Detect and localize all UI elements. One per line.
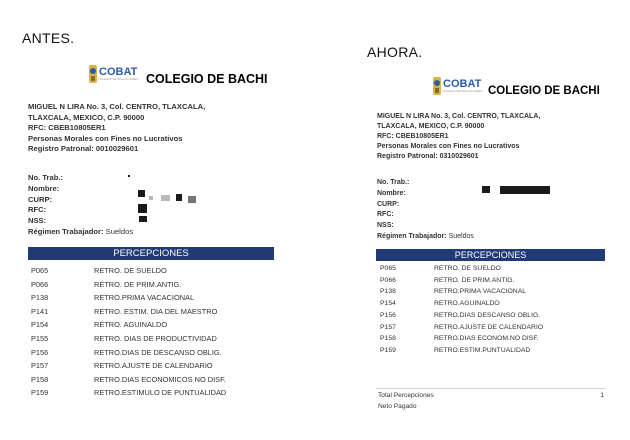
table-row: [31, 318, 226, 332]
address-line: Registro Patronal: 0010029601: [28, 144, 139, 153]
table-row: [31, 386, 226, 400]
redaction-mark: [139, 216, 147, 222]
row-code: P155: [31, 333, 49, 343]
address-line: Personas Morales con Fines no Lucrativos: [377, 143, 520, 150]
table-row: [31, 346, 226, 360]
row-code: P066: [380, 276, 396, 284]
table-row: [380, 275, 543, 287]
redaction-mark: [176, 194, 182, 201]
row-code: P157: [380, 323, 396, 331]
field-regimen: [28, 227, 133, 238]
table-row: [380, 263, 543, 275]
row-code: P156: [380, 311, 396, 319]
table-row: [31, 359, 226, 373]
row-code: P154: [31, 320, 49, 330]
regimen-label: Régimen Trabajador:: [28, 226, 104, 236]
logo-subtext: COLEGIO DE BACHILLERES: [98, 77, 139, 81]
field-curp: CURP:: [377, 200, 400, 208]
row-description: RETRO.PRIMA VACACIONAL: [94, 293, 195, 303]
percepciones-table: [31, 264, 226, 400]
caption-before: ANTES.: [22, 30, 75, 46]
redaction-mark: [138, 190, 145, 197]
row-description: RETRO.DIAS DE DESCANSO OBLIG.: [94, 347, 222, 357]
regimen-value: Sueldos: [448, 232, 474, 240]
regimen-value: Sueldos: [105, 226, 134, 236]
table-row: [380, 345, 543, 357]
row-description: RETRO. AGUINALDO: [94, 320, 168, 330]
redaction-mark: [149, 196, 153, 200]
field-regimen: [377, 232, 474, 243]
row-code: P154: [380, 300, 396, 308]
row-description: RETRO.ESTIM.PUNTUALIDAD: [434, 346, 531, 354]
row-code: P141: [31, 306, 49, 316]
row-description: RETRO. DIAS DE PRODUCTIVIDAD: [94, 333, 217, 343]
field-curp: CURP:: [28, 194, 53, 204]
row-description: RETRO.AJUSTE DE CALENDARIO: [434, 323, 544, 331]
address-line: RFC: CBEB10805ER1: [377, 133, 449, 140]
row-description: RETRO.AGUINALDO: [434, 300, 500, 308]
row-description: RETRO. DE SUELDO: [434, 265, 501, 272]
redaction-mark: [188, 196, 196, 203]
table-row: [380, 322, 543, 334]
payslip-after: [370, 72, 612, 438]
row-code: P159: [380, 346, 396, 354]
document-title: COLEGIO DE BACHI: [146, 72, 268, 86]
table-row: [31, 332, 226, 346]
logo-text: COBAT: [99, 66, 138, 78]
payslip-before: [18, 55, 280, 435]
employee-fields: [28, 173, 133, 238]
address-line: MIGUEL N LIRA No. 3, Col. CENTRO, TLAXCALA,: [28, 102, 206, 111]
row-code: P065: [31, 266, 49, 275]
row-description: RETRO. DE PRIM.ANTIG.: [94, 279, 182, 289]
row-code: P157: [31, 361, 49, 371]
address-line: MIGUEL N LIRA No. 3, Col. CENTRO, TLAXCALA,: [377, 113, 541, 120]
totals-block: [378, 390, 604, 412]
field-trab: No. Trab.:: [28, 173, 64, 182]
table-row: [380, 286, 543, 298]
cobat-logo: [88, 63, 138, 85]
total-percepciones-row: [378, 390, 604, 401]
row-code: P159: [31, 388, 49, 398]
field-rfc: RFC:: [28, 205, 47, 215]
row-description: RETRO.PRIMA VACACIONAL: [434, 288, 527, 296]
neto-pagado-label: Neto Pagado: [378, 403, 417, 410]
address-line: Registro Patronal: 0310029601: [377, 153, 479, 160]
cobat-emblem-icon: [432, 75, 442, 97]
table-row: [31, 373, 226, 387]
neto-pagado-row: [378, 401, 604, 412]
address-line: Personas Morales con Fines no Lucrativos: [28, 133, 183, 143]
cobat-emblem-icon: [88, 63, 98, 85]
total-percepciones-label: Total Percepciones: [378, 392, 434, 399]
row-description: RETRO. DE PRIM.ANTIG.: [434, 276, 515, 284]
row-code: P158: [31, 374, 49, 384]
row-description: RETRO.ESTIMULO DE PUNTUALIDAD: [94, 388, 227, 398]
field-nss: NSS:: [377, 222, 394, 230]
row-code: P066: [31, 279, 49, 289]
address-line: RFC: CBEB10805ER1: [28, 123, 106, 132]
regimen-label: Régimen Trabajador:: [377, 232, 447, 240]
row-description: RETRO.DIAS ECONOM.NO DISF.: [434, 335, 539, 343]
address-line: TLAXCALA, MEXICO, C.P. 90000: [377, 123, 485, 130]
row-code: P138: [380, 288, 396, 296]
row-code: P065: [380, 265, 396, 272]
redaction-mark: [482, 186, 490, 193]
employee-fields: [377, 178, 474, 243]
field-trab: No. Trab.:: [377, 179, 410, 186]
table-row: [31, 291, 226, 305]
field-rfc: RFC:: [377, 211, 394, 219]
table-row: [31, 264, 226, 278]
table-row: [31, 305, 226, 319]
logo-subtext: COLEGIO DE BACHILLERES: [442, 89, 483, 93]
totals-divider: [376, 388, 605, 389]
table-row: [380, 310, 543, 322]
issuer-address: [28, 102, 205, 155]
table-row: [380, 333, 543, 345]
section-header-percepciones: PERCEPCIONES: [28, 247, 274, 260]
field-nombre: Nombre:: [377, 189, 406, 197]
redaction-mark: [128, 175, 130, 177]
row-description: RETRO.DIAS ECONOMICOS NO DISF.: [94, 374, 226, 384]
table-row: [31, 278, 226, 292]
caption-after: AHORA.: [367, 44, 423, 60]
redaction-mark: [138, 204, 147, 213]
total-percepciones-value: 1: [600, 392, 604, 399]
document-title: COLEGIO DE BACHI: [488, 85, 600, 97]
logo-text: COBAT: [443, 78, 482, 90]
table-row: [380, 298, 543, 310]
redaction-mark: [161, 195, 170, 201]
percepciones-table: [380, 263, 543, 357]
row-description: RETRO. ESTIM. DIA DEL MAESTRO: [94, 306, 218, 316]
section-header-percepciones: PERCEPCIONES: [376, 249, 605, 261]
address-line: TLAXCALA, MEXICO, C.P. 90000: [28, 112, 145, 122]
field-nss: NSS:: [28, 216, 47, 226]
row-description: RETRO. DE SUELDO: [94, 266, 167, 275]
cobat-logo: [432, 75, 482, 97]
row-description: RETRO.AJUSTE DE CALENDARIO: [94, 361, 213, 371]
redaction-mark: [500, 186, 550, 194]
field-nombre: Nombre:: [28, 183, 60, 193]
row-code: P156: [31, 347, 49, 357]
row-code: P138: [31, 293, 49, 303]
issuer-address: [377, 112, 540, 162]
row-code: P158: [380, 335, 396, 343]
row-description: RETRO.DIAS DESCANSO OBLIG.: [434, 311, 541, 319]
